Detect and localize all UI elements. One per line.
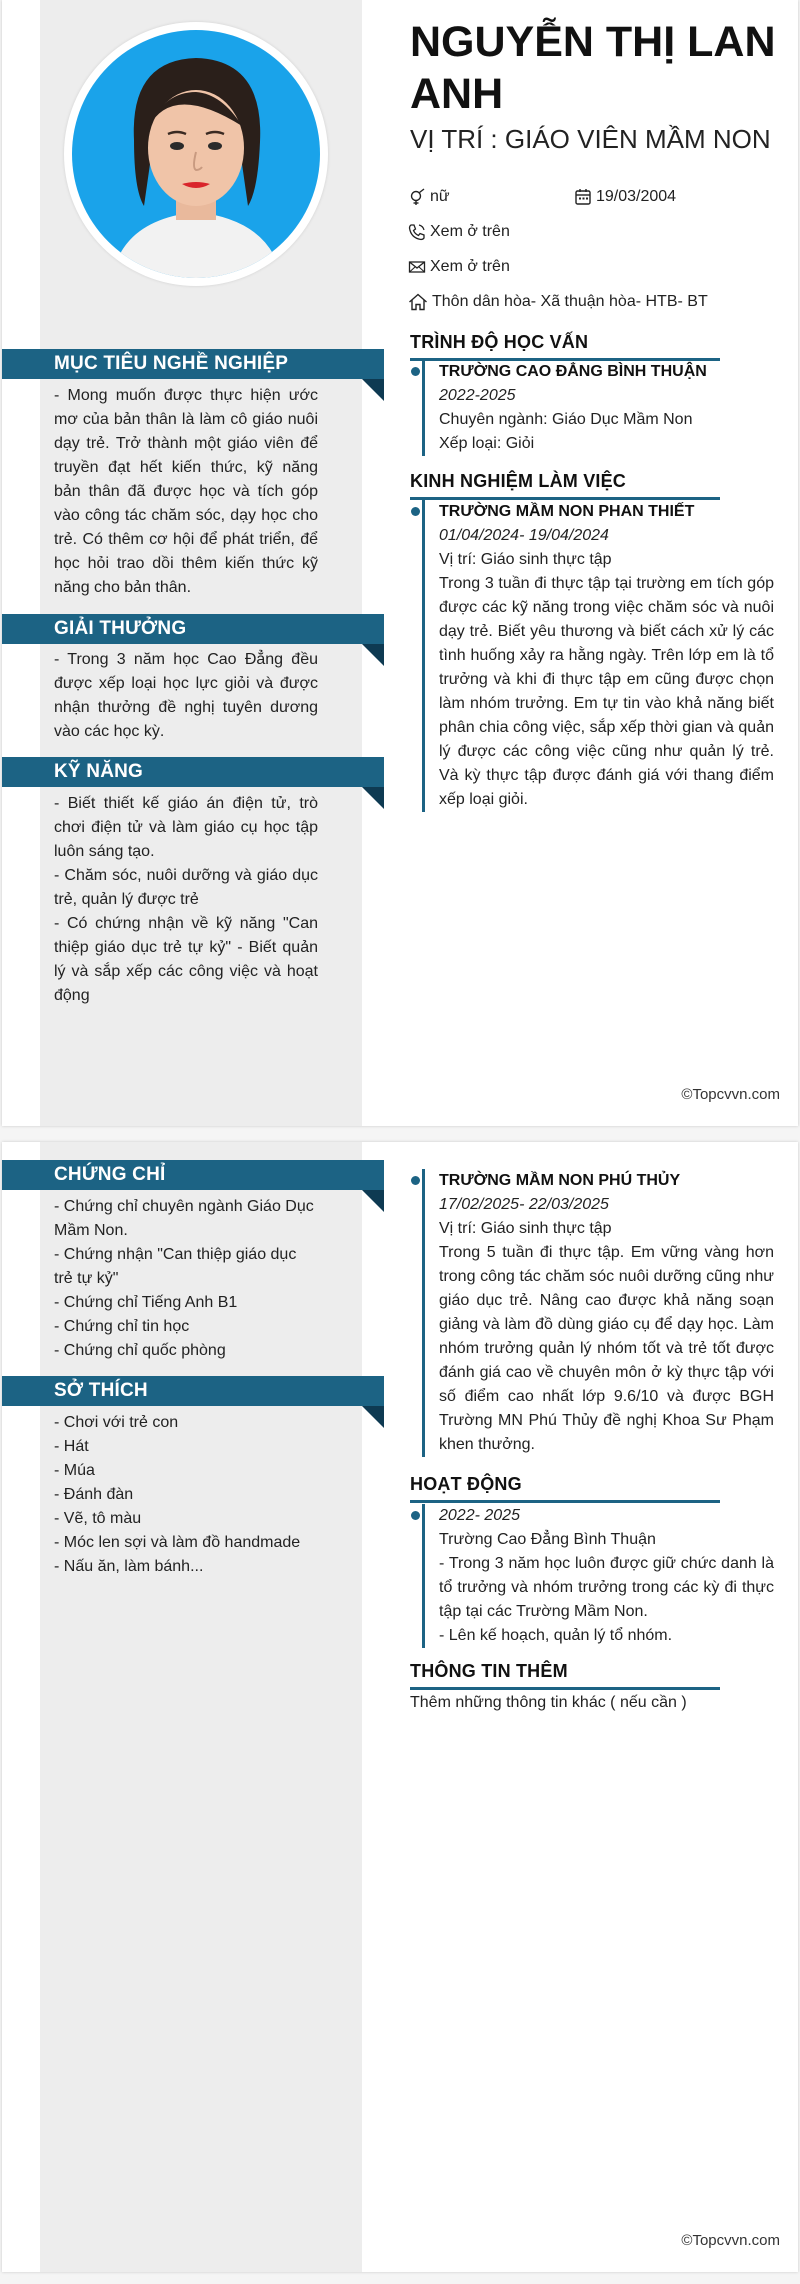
cv-page-1 bbox=[2, 0, 798, 1126]
cert-item: - Chứng chỉ chuyên ngành Giáo Dục Mầm Non. bbox=[54, 1198, 314, 1239]
cert-item: - Chứng chỉ quốc phòng bbox=[54, 1342, 226, 1359]
hobby-item: - Nấu ăn, làm bánh... bbox=[54, 1558, 204, 1575]
hobby-item: - Chơi với trẻ con bbox=[54, 1414, 179, 1431]
hobby-item: - Đánh đàn bbox=[54, 1486, 134, 1503]
avatar bbox=[64, 22, 328, 286]
experience-header bbox=[410, 471, 626, 492]
skill-item: - Chăm sóc, nuôi dưỡng và giáo dục trẻ, quản lý được trẻ bbox=[54, 867, 318, 908]
activities-title: HOẠT ĐỘNG bbox=[410, 1474, 522, 1494]
activities-org: Trường Cao Đẳng Bình Thuận bbox=[439, 1531, 656, 1548]
bullet-dot bbox=[411, 1176, 420, 1185]
extra-header bbox=[410, 1661, 568, 1682]
bullet-dot bbox=[411, 367, 420, 376]
address-value: Thôn dân hòa- Xã thuận hòa- HTB- BT bbox=[432, 293, 708, 310]
mail-icon bbox=[408, 258, 426, 276]
cert-item: - Chứng chỉ Tiếng Anh B1 bbox=[54, 1294, 238, 1311]
contact-gender bbox=[408, 188, 450, 206]
hobby-item: - Vẽ, tô màu bbox=[54, 1510, 142, 1527]
activities-entry bbox=[422, 1504, 774, 1648]
hobby-item: - Múa bbox=[54, 1462, 95, 1479]
hobby-item: - Móc len sợi và làm đồ handmade bbox=[54, 1534, 301, 1551]
education-years: 2022-2025 bbox=[439, 387, 516, 404]
job-position: VỊ TRÍ : GIÁO VIÊN MẦM NON bbox=[410, 124, 771, 154]
experience-role: Vị trí: Giáo sinh thực tập bbox=[439, 1220, 612, 1237]
footer-brand: ©Topcvvn.com bbox=[681, 1086, 780, 1103]
skill-item: - Có chứng nhận về kỹ năng "Can thiệp giáo dục trẻ tự kỷ" - Biết quản lý và sắp xếp các công việc và hoạt động bbox=[54, 915, 318, 1004]
experience-title: KINH NGHIỆM LÀM VIỆC bbox=[410, 471, 627, 491]
email-value: Xem ở trên bbox=[430, 258, 510, 275]
phone-value: Xem ở trên bbox=[430, 223, 510, 240]
education-title: TRÌNH ĐỘ HỌC VẤN bbox=[410, 332, 589, 352]
contact-email bbox=[408, 258, 510, 276]
hobbies-list bbox=[54, 1411, 318, 1579]
activities-years: 2022- 2025 bbox=[439, 1507, 520, 1524]
footer-brand: ©Topcvvn.com bbox=[681, 2232, 780, 2249]
gender-value: nữ bbox=[430, 188, 450, 205]
cert-item: - Chứng nhận "Can thiệp giáo dục trẻ tự kỷ" bbox=[54, 1246, 297, 1287]
candidate-name: NGUYỄN THỊ LAN ANH bbox=[410, 18, 776, 118]
school-name: TRƯỜNG CAO ĐẲNG BÌNH THUẬN bbox=[439, 363, 707, 380]
portrait-photo bbox=[72, 30, 320, 278]
education-rank: Xếp loại: Giỏi bbox=[439, 435, 535, 452]
extra-rule bbox=[410, 1687, 720, 1690]
hobbies-header: SỞ THÍCH bbox=[2, 1376, 384, 1406]
awards-header-fold bbox=[362, 644, 384, 666]
skills-header: KỸ NĂNG bbox=[2, 757, 384, 787]
birthday-value: 19/03/2004 bbox=[596, 188, 677, 205]
gender-icon bbox=[408, 188, 426, 206]
bullet-dot bbox=[411, 1511, 420, 1520]
objective-header-fold bbox=[362, 379, 384, 401]
contact-birthday bbox=[574, 188, 676, 206]
activities-rule bbox=[410, 1500, 720, 1503]
experience-entry bbox=[422, 1169, 774, 1457]
activities-line: - Trong 3 năm học luôn được giữ chức danh là tổ trưởng và nhóm trưởng trong các kỳ đi thực tập tại các Trường Mầm Non. bbox=[439, 1555, 774, 1620]
extra-text: Thêm những thông tin khác ( nếu cần ) bbox=[410, 1694, 687, 1711]
cert-item: - Chứng chỉ tin học bbox=[54, 1318, 190, 1335]
activities-line: - Lên kế hoạch, quản lý tổ nhóm. bbox=[439, 1627, 673, 1644]
experience-description: Trong 5 tuần đi thực tập. Em vững vàng hơn trong công tác chăm sóc nuôi dưỡng cũng như giáo dục trẻ. Nâng cao được khả năng soạn giảng và làm đồ dùng giáo cụ để dạy học. Làm nhóm trưởng quản lý nhóm tốt và trẻ tốt được đánh giá cao về chuyên môn ở kỳ thực tập với số điểm cao nhất lớp 9.6/10 và được BGH Trường MN Phú Thủy đề nghị Khoa Sư Phạm khen thưởng. bbox=[439, 1244, 774, 1453]
experience-description: Trong 3 tuần đi thực tập tại trường em tích góp được các kỹ năng trong việc chăm sóc và nuôi dạy trẻ. Biết yêu thương và biết cách xử lý các tình huống xảy ra hằng ngày. Trên lớp em là tổ trưởng và khi đi thực tập em cũng được chọn làm nhóm trưởng. Em tự tin vào khả năng biết phân chia công việc, sắp xếp thời gian và quản lý được các công việc cũng như quản lý trẻ. Và kỳ thực tập được đánh giá với thang điểm xếp loại giỏi. bbox=[439, 575, 774, 808]
company-name: TRƯỜNG MẦM NON PHÚ THỦY bbox=[439, 1172, 681, 1189]
experience-entry bbox=[422, 500, 774, 812]
phone-icon bbox=[408, 223, 426, 241]
experience-date: 17/02/2025- 22/03/2025 bbox=[439, 1196, 609, 1213]
hobbies-header-fold bbox=[362, 1406, 384, 1428]
hobby-item: - Hát bbox=[54, 1438, 89, 1455]
activities-header bbox=[410, 1474, 522, 1495]
skills-list bbox=[54, 792, 318, 1008]
objective-header: MỤC TIÊU NGHỀ NGHIỆP bbox=[2, 349, 384, 379]
education-major: Chuyên ngành: Giáo Dục Mầm Non bbox=[439, 411, 693, 428]
skills-header-fold bbox=[362, 787, 384, 809]
bullet-dot bbox=[411, 507, 420, 516]
company-name: TRƯỜNG MẦM NON PHAN THIẾT bbox=[439, 503, 695, 520]
skill-item: - Biết thiết kế giáo án điện tử, trò chơi điện tử và làm giáo cụ học tập luôn sáng tạo. bbox=[54, 795, 318, 860]
contact-address bbox=[408, 293, 708, 311]
education-header bbox=[410, 332, 588, 353]
extra-title: THÔNG TIN THÊM bbox=[410, 1661, 568, 1681]
awards-text: - Trong 3 năm học Cao Đẳng đều được xếp loại học lực giỏi và được nhận thưởng đề nghị tuyên dương vào các học kỳ. bbox=[54, 651, 318, 740]
certs-header-fold bbox=[362, 1190, 384, 1212]
calendar-icon bbox=[574, 188, 592, 206]
objective-text: - Mong muốn được thực hiện ước mơ của bản thân là làm cô giáo nuôi dạy trẻ. Trở thành một giáo viên để truyền đạt hết kiến thức, kỹ năng bản thân đã được học và tích góp vào công tác chăm sóc, dạy học cho trẻ. Có thêm cơ hội để phát triển, để học hỏi trao dồi thêm kiến thức kỹ năng cho bản thân. bbox=[54, 387, 318, 596]
certs-list bbox=[54, 1195, 318, 1363]
home-icon bbox=[408, 293, 428, 311]
cv-page-2 bbox=[2, 1142, 798, 2272]
certs-header: CHỨNG CHỈ bbox=[2, 1160, 384, 1190]
experience-date: 01/04/2024- 19/04/2024 bbox=[439, 527, 609, 544]
experience-role: Vị trí: Giáo sinh thực tập bbox=[439, 551, 612, 568]
contact-phone bbox=[408, 223, 510, 241]
awards-header: GIẢI THƯỞNG bbox=[2, 614, 384, 644]
education-entry bbox=[422, 360, 774, 456]
